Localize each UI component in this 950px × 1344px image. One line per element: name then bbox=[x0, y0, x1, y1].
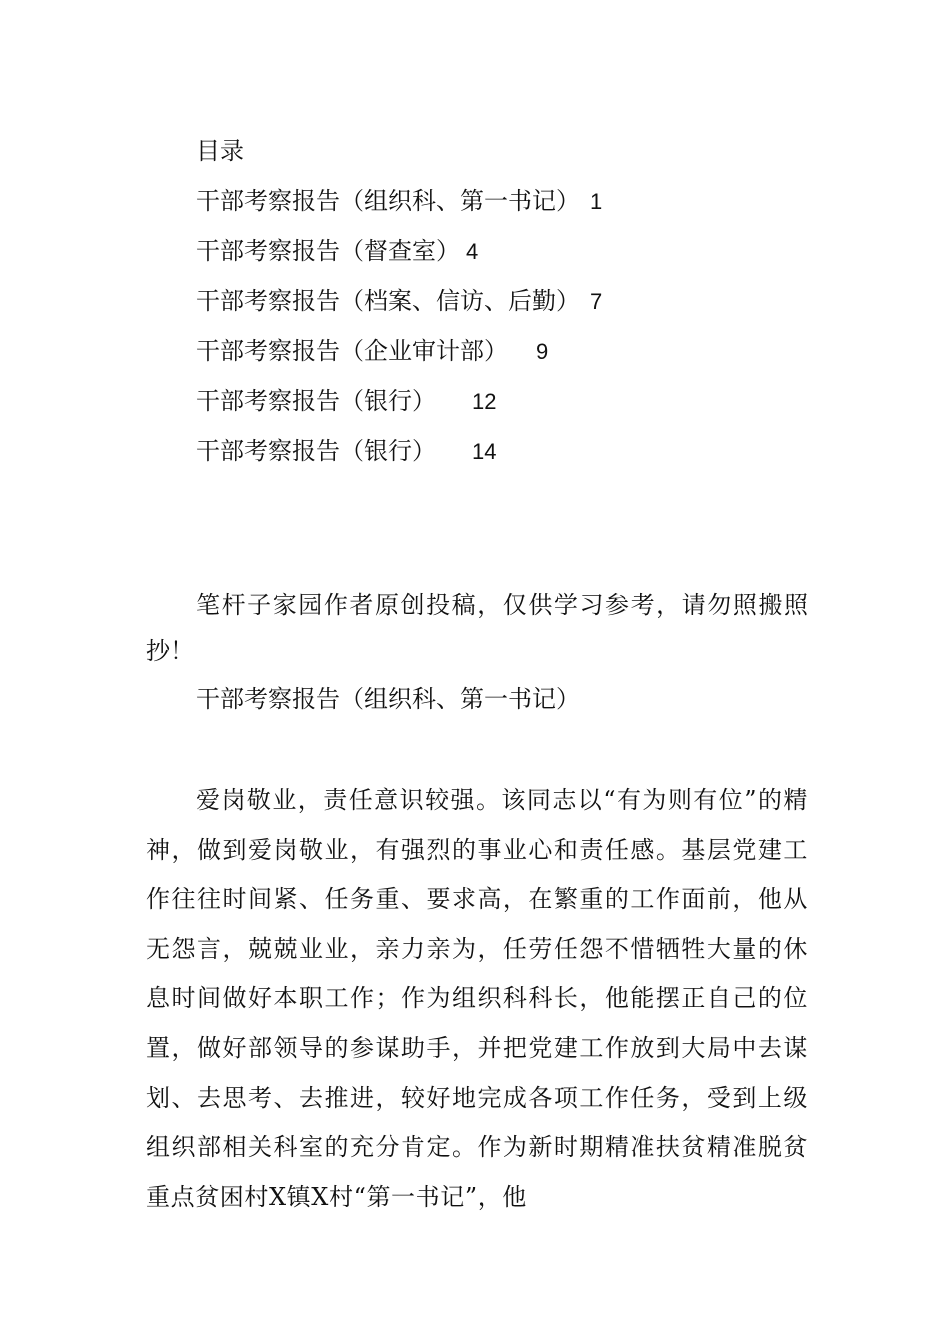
section-title: 干部考察报告（组织科、第一书记） bbox=[196, 685, 580, 713]
toc-item[interactable] bbox=[196, 184, 602, 234]
toc-item-page: 7 bbox=[590, 289, 603, 314]
toc-item-text: 干部考察报告（督查室） bbox=[196, 237, 460, 265]
body-paragraph: 爱岗敬业，责任意识较强。该同志以“有为则有位”的精神，做到爱岗敬业，有强烈的事业心和责任感。基层党建工作往往时间紧、任务重、要求高，在繁重的工作面前，他从无怨言，兢兢业业，亲力亲为，任劳任怨不惜牺牲大量的休息时间做好本职工作；作为组织科科长，他能摆正自己的位置，做好部领导的参谋助手，并把党建工作放到大局中去谋划、去思考、去推进，较好地完成各项工作任务，受到上级组织部相关科室的充分肯定。作为新时期精准扶贫精准脱贫重点贫困村X镇X村“第一书记”，他 bbox=[146, 786, 808, 1211]
toc-item[interactable] bbox=[196, 234, 602, 284]
toc-item[interactable] bbox=[196, 334, 602, 384]
toc-item[interactable] bbox=[196, 284, 602, 334]
toc-item[interactable] bbox=[196, 434, 602, 484]
toc-item-text: 干部考察报告（银行） bbox=[196, 437, 436, 465]
toc-title: 目录 bbox=[196, 137, 244, 165]
copyright-notice: 笔杆子家园作者原创投稿，仅供学习参考，请勿照搬照抄！ bbox=[146, 591, 808, 665]
toc-item[interactable] bbox=[196, 384, 602, 434]
toc-item-page: 9 bbox=[536, 339, 549, 364]
toc-item-text: 干部考察报告（银行） bbox=[196, 387, 436, 415]
toc-item-page: 1 bbox=[590, 189, 603, 214]
toc-item-page: 4 bbox=[466, 239, 479, 264]
toc-item-text: 干部考察报告（组织科、第一书记） bbox=[196, 187, 580, 215]
toc-item-page: 12 bbox=[472, 389, 497, 414]
table-of-contents bbox=[196, 184, 602, 484]
toc-item-page: 14 bbox=[472, 439, 497, 464]
toc-item-text: 干部考察报告（档案、信访、后勤） bbox=[196, 287, 580, 315]
toc-item-text: 干部考察报告（企业审计部） bbox=[196, 337, 508, 365]
